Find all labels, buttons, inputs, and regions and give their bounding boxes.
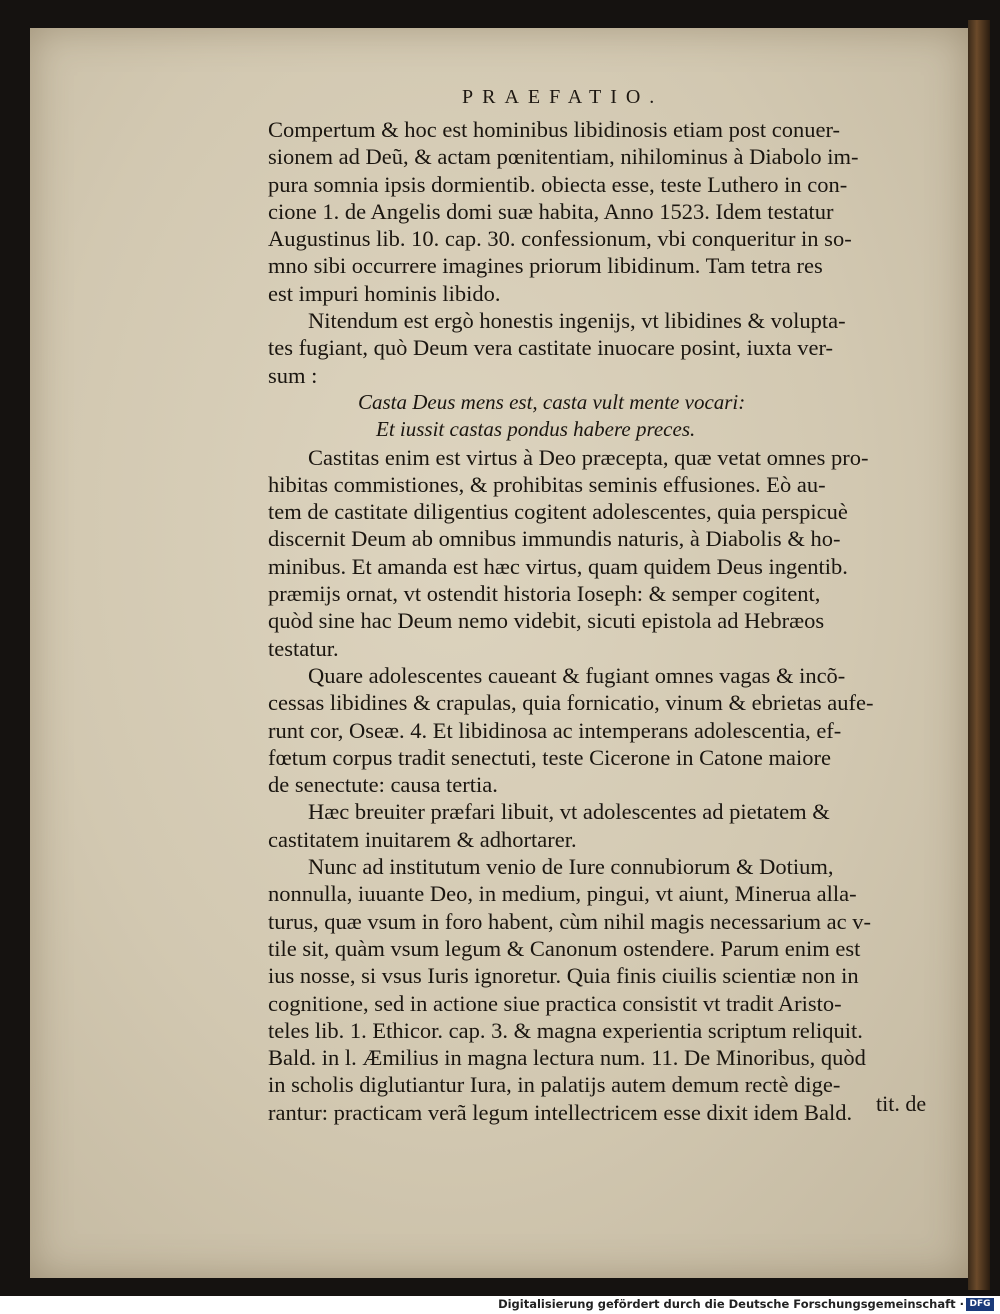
text-line: Nitendum est ergò honestis ingenijs, vt libidines & volupta- [308,308,846,334]
catchword: tit. de [876,1091,927,1116]
text-line: sionem ad Deũ, & actam pœnitentiam, nihilominus à Diabolo im- [268,144,859,170]
text-line: in scholis diglutiantur Iura, in palatijs autem demum rectè dige- [268,1072,841,1098]
text-line: nonnulla, iuuante Deo, in medium, pingui, vt aiunt, Minerua alla- [268,881,857,907]
text-line: turus, quæ vsum in foro habent, cùm nihil magis necessarium ac v- [268,908,872,934]
text-line: testatur. [268,635,339,661]
text-line: Hæc breuiter præfari libuit, vt adolescentes ad pietatem & [308,799,830,825]
text-line: hibitas commistiones, & prohibitas seminis effusiones. Eò au- [268,471,826,497]
book-edge [968,20,990,1290]
text-line: runt cor, Oseæ. 4. Et libidinosa ac intemperans adolescentia, ef- [268,717,842,743]
text-line: cognitione, sed in actione siue practica consistit vt tradit Aristo- [268,990,842,1016]
text-line: præmijs ornat, vt ostendit historia Ioseph: & semper cogitent, [268,581,821,607]
text-line: quòd sine hac Deum nemo videbit, sicuti epistola ad Hebræos [268,608,825,634]
running-head: PRAEFATIO. [462,86,664,108]
footer-text: Digitalisierung gefördert durch die Deutsche Forschungsgemeinschaft · [498,1297,964,1311]
body-text [268,116,940,1126]
verse-line: Casta Deus mens est, casta vult mente vocari: [358,389,746,414]
text-line: discernit Deum ab omnibus immundis naturis, à Diabolis & ho- [268,526,841,552]
text-line: cessas libidines & crapulas, quia fornicatio, vinum & ebrietas aufe- [268,690,874,716]
text-line: fœtum corpus tradit senectuti, teste Cicerone in Catone maiore [268,744,831,770]
text-line: Nunc ad institutum venio de Iure connubiorum & Dotium, [308,854,834,880]
text-line: cione 1. de Angelis domi suæ habita, Anno 1523. Idem testatur [268,198,834,224]
text-line: pura somnia ipsis dormientib. obiecta esse, teste Luthero in con- [268,171,848,197]
text-line: tes fugiant, quò Deum vera castitate inuocare posint, iuxta ver- [268,335,833,361]
text-line: Augustinus lib. 10. cap. 30. confessionum, vbi conqueritur in so- [268,226,852,252]
text-line: Quare adolescentes caueant & fugiant omnes vagas & incõ- [308,662,846,688]
text-line: sum : [268,362,318,388]
dfg-logo: DFG [966,1298,994,1311]
text-line: ius nosse, si vsus Iuris ignoretur. Quia finis ciuilis scientiæ non in [268,963,859,989]
text-line: tem de castitate diligentius cogitent adolescentes, quia perspicuè [268,499,848,525]
text-line: Bald. in l. Æmilius in magna lectura num. 11. De Minoribus, quòd [268,1045,866,1071]
text-line: tile sit, quàm vsum legum & Canonum ostendere. Parum enim est [268,935,861,961]
text-line: Castitas enim est virtus à Deo præcepta, quæ vetat omnes pro- [308,444,869,470]
text-line: castitatem inuitarem & adhortarer. [268,826,577,852]
text-line: mno sibi occurrere imagines priorum libidinum. Tam tetra res [268,253,823,279]
text-line: teles lib. 1. Ethicor. cap. 3. & magna experientia scriptum reliquit. [268,1017,863,1043]
text-line: est impuri hominis libido. [268,280,501,306]
verse-line: Et iussit castas pondus habere preces. [376,417,696,442]
text-line: rantur: practicam verã legum intellectricem esse dixit idem Bald. [268,1099,853,1125]
text-line: minibus. Et amanda est hæc virtus, quam quidem Deus ingentib. [268,553,848,579]
digitization-footer [0,1296,1000,1314]
text-line: Compertum & hoc est hominibus libidinosis etiam post conuer- [268,117,840,142]
text-line: de senectute: causa tertia. [268,772,498,798]
